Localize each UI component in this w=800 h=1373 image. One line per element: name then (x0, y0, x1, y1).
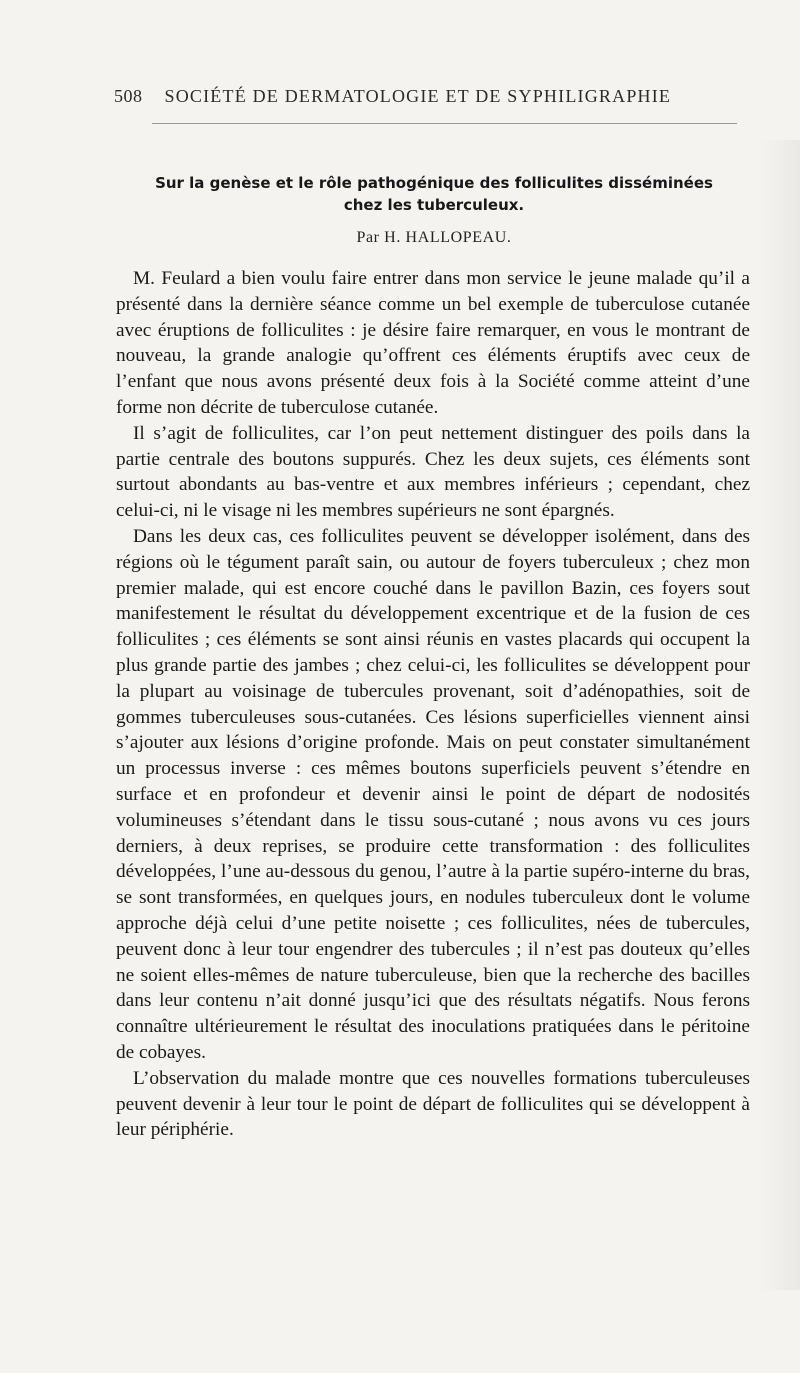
article-body (116, 266, 750, 1143)
article-title (104, 172, 764, 216)
header-rule (152, 123, 737, 124)
article-byline: Par H. HALLOPEAU. (356, 229, 512, 246)
paragraph: M. Feulard a bien voulu faire entrer dans mon service le jeune malade qu’il a présenté dans la dernière séance comme un bel exemple de tuberculose cutanée avec éruptions de folliculites : je désire faire remarquer, en vous le montrant de nouveau, la grande analogie qu’offrent ces éléments éruptifs avec ceux de l’enfant que nous avons présenté deux fois à la Société comme atteint d’une forme non décrite de tuberculose cutanée. (116, 268, 750, 418)
article-title-line-1: Sur la genèse et le rôle pathogénique des folliculites disséminées (155, 174, 713, 192)
running-title: SOCIÉTÉ DE DERMATOLOGIE ET DE SYPHILIGRAPHIE (164, 86, 672, 106)
article-title-line-2: chez les tuberculeux. (343, 196, 525, 214)
paragraph: L’observation du malade montre que ces nouvelles formations tuberculeuses peuvent devenir à leur tour le point de départ de folliculites qui se développent à leur périphérie. (116, 1067, 750, 1141)
page-number: 508 (114, 86, 143, 106)
page-edge-shadow (760, 140, 800, 1290)
paragraph: Il s’agit de folliculites, car l’on peut nettement distinguer des poils dans la partie centrale des boutons suppurés. Chez les deux sujets, ces éléments sont surtout abondants au bas-ventre et aux membres inférieurs ; cependant, chez celui-ci, ni le visage ni les membres supérieurs ne sont épargnés. (116, 422, 750, 522)
paragraph: Dans les deux cas, ces folliculites peuvent se développer isolément, dans des régions où le tégument paraît sain, ou autour de foyers tuberculeux ; chez mon premier malade, qui est encore couché dans le pavillon Bazin, ces foyers sout manifestement le résultat du développement excentrique et de la fusion de ces folliculites ; ces éléments se sont ainsi réunis en vastes placards qui occupent la plus grande partie des jambes ; chez celui-ci, les folliculites se développent pour la plupart au voisinage de tubercules provenant, soit d’adénopathies, soit de gommes tuberculeuses sous-cutanées. Ces lésions superficielles viennent ainsi s’ajouter aux lésions d’origine profonde. Mais on peut constater simultanément un processus inverse : ces mêmes boutons superficiels peuvent s’étendre en surface et en profondeur et devenir ainsi le point de départ de nodosités volumineuses s’étendant dans le tissu sous-cutané ; nous avons vu ces jours derniers, à deux reprises, se produire cette transformation : des folliculites développées, l’une au-dessous du genou, l’autre à la partie supéro-interne du bras, se sont transformées, en quelques jours, en nodules tuberculeux dont le volume approche déjà celui d’une petite noisette ; ces folliculites, nées de tubercules, peuvent donc à leur tour engendrer des tubercules ; il n’est pas douteux qu’elles ne soient elles-mêmes de nature tuberculeuse, bien que la recherche des bacilles dans leur contenu n’ait donné jusqu’ici que des résultats négatifs. Nous ferons connaître ultérieurement le résultat des inoculations pratiquées dans le péritoine de cobayes. (116, 525, 750, 1063)
running-header (114, 86, 674, 107)
